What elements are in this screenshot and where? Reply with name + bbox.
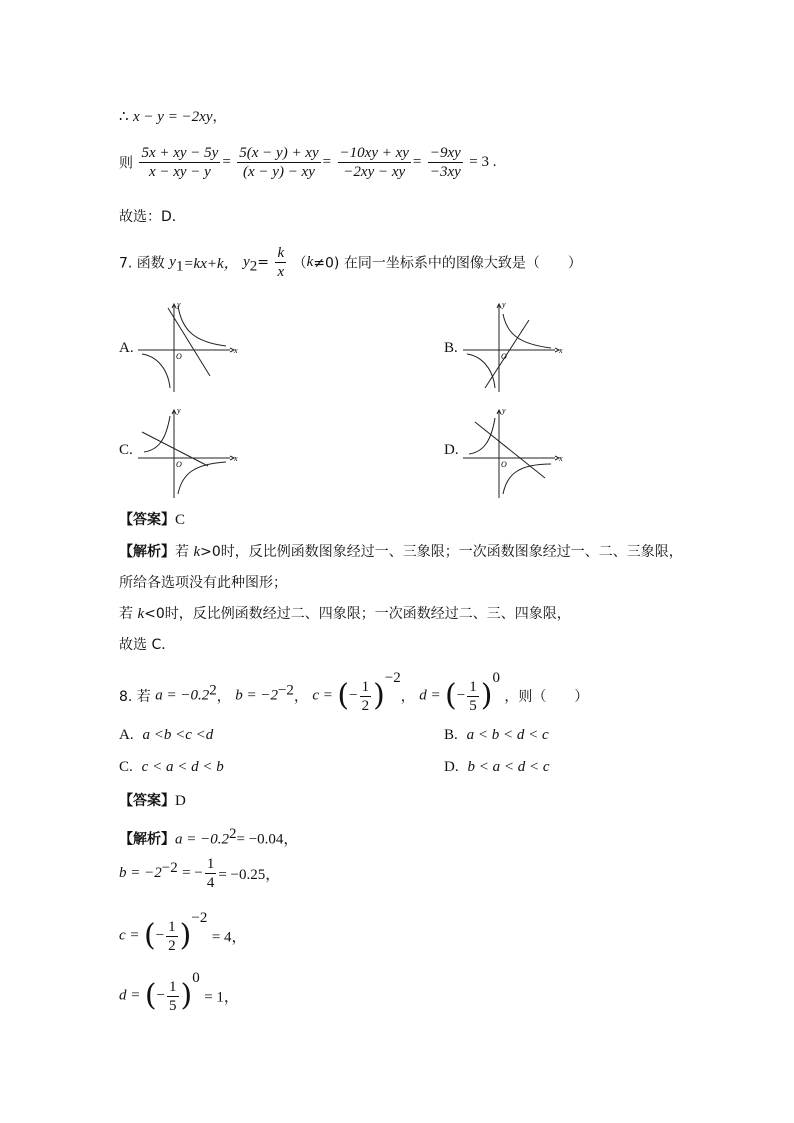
q7-fraction: $\frac{k}{x}$	[277, 245, 285, 280]
result: = 3 .	[469, 154, 497, 170]
svg-text:O: O	[501, 352, 507, 361]
q7-option-a-label[interactable]: A.	[119, 340, 134, 356]
svg-text:O: O	[176, 352, 182, 361]
fraction-chain: 则 $\frac{5x + xy - 5y}{x - xy - y}$ = $\frac{5(x - y) + xy}{(x - y) - xy}$ = $\frac{-10xy + xy}{-2xy - xy}$ = $\frac{-9xy}{-3xy}$ = 3 .	[119, 145, 497, 180]
therefore-expr: x − y = −2xy	[133, 109, 213, 125]
svg-text:y: y	[502, 300, 506, 309]
q8-option-a[interactable]: A. a <b <c <d	[119, 727, 214, 743]
fraction-3: $\frac{-10xy + xy}{-2xy - xy}$	[339, 145, 409, 180]
svg-text:y: y	[177, 406, 181, 415]
q8-option-c[interactable]: C. c < a < d < b	[119, 759, 224, 775]
fraction-2: $\frac{5(x - y) + xy}{(x - y) - xy}$	[239, 145, 319, 180]
svg-text:x: x	[234, 454, 238, 463]
graph-c	[138, 406, 242, 498]
q7-option-d-label[interactable]: D.	[444, 442, 459, 458]
graph-b	[463, 300, 567, 392]
svg-text:O: O	[501, 460, 507, 469]
q8-analysis-c: c = (− $\frac{1}{2}$ )$^{-2}$ = 4，	[119, 910, 247, 954]
svg-text:O: O	[176, 460, 182, 469]
svg-text:y: y	[177, 300, 181, 309]
q7-option-c-label[interactable]: C.	[119, 442, 133, 458]
q7-analysis-line-3: 若 k<0时，反比例函数经过二、四象限；一次函数经过二、三、四象限，	[119, 606, 571, 622]
therefore-line: ∴ x − y = −2xy，	[119, 109, 227, 125]
svg-text:x: x	[559, 454, 563, 463]
q7-option-b-label[interactable]: B.	[444, 340, 458, 356]
svg-text:y: y	[502, 406, 506, 415]
svg-text:x: x	[559, 346, 563, 355]
choose-d-line: 故选：D．	[119, 209, 186, 225]
q8-answer: 【答案】D	[119, 793, 186, 809]
q8-analysis-d: d = (− $\frac{1}{5}$ )$^0$ = 1，	[119, 970, 239, 1014]
q7-analysis-line-1: 【解析】若 k>0时，反比例函数图象经过一、三象限；一次函数图象经过一、二、三象限，	[119, 544, 683, 560]
graph-a	[138, 300, 242, 392]
svg-text:x: x	[234, 346, 238, 355]
q7-answer: 【答案】C	[119, 512, 186, 528]
q7-analysis-line-2: 所给各选项没有此种图形；	[119, 575, 287, 591]
q8-analysis-a: 【解析】$a = -0.2^2= -0.04$，	[119, 826, 299, 848]
q8-option-d[interactable]: D. b < a < d < c	[444, 759, 550, 775]
q8-analysis-b: $b = -2^{-2}$ = − $\frac{1}{4}$ = −0.25，	[119, 856, 281, 891]
then-prefix: 则	[119, 155, 133, 172]
fraction-4: $\frac{-9xy}{-3xy}$	[429, 145, 461, 180]
question-8: 8. 若 $a = -0.2^2$， $b = -2^{-2}$， c = (− $\frac{1}{2}$ )$^{-2}$， d = (− $\frac{1}{5}$ )$^0$ ，则（ ）	[119, 670, 589, 714]
graph-d	[463, 406, 567, 498]
fraction-1: $\frac{5x + xy - 5y}{x - xy - y}$	[141, 145, 219, 180]
q7-analysis-line-4: 故选 C．	[119, 637, 176, 653]
question-7: 7. 函数 $y_1=kx+k$， $y_2=$ $\frac{k}{x}$ （k≠0) 在同一坐标系中的图像大致是（ ）	[119, 245, 582, 280]
q8-option-b[interactable]: B. a < b < d < c	[444, 727, 549, 743]
therefore-symbol: ∴	[119, 109, 129, 125]
